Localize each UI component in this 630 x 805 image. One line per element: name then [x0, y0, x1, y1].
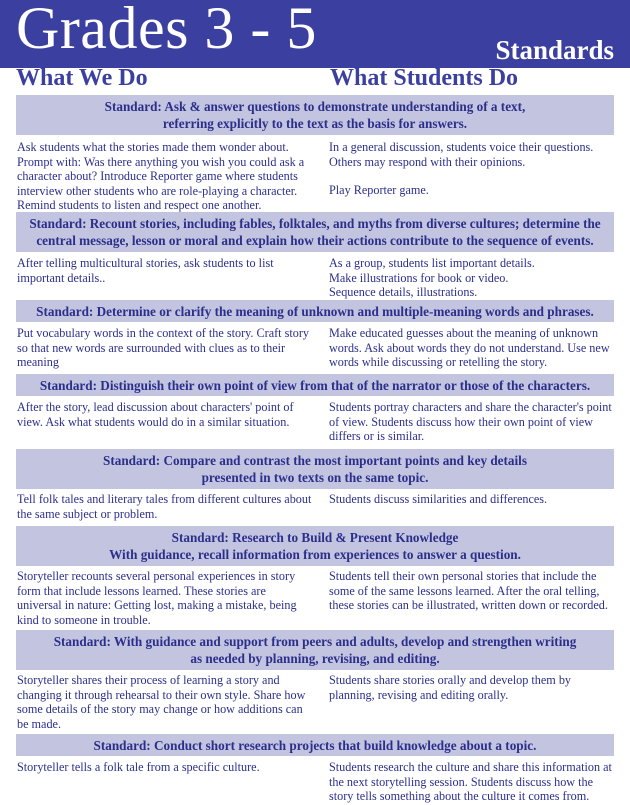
page-header [0, 0, 630, 68]
what-we-do-cell [17, 492, 312, 521]
cell-text: Sequence details, illustrations. [329, 285, 478, 300]
standard-line: Standard: With guidance and support from peers and adults, develop and strengthen writing [53, 634, 577, 649]
cell-text: After the story, lead discussion about characters' point of view. Ask what students would do in a similar situation. [17, 400, 294, 429]
cell-text: Students portray characters and share the character's point of view. Students discuss how their own point of view differs or is similar. [329, 400, 612, 444]
standard-banner [16, 734, 614, 756]
what-students-do-cell [329, 326, 618, 370]
standard-line: central message, lesson or moral and explain how their actions contribute to the sequence of events. [36, 233, 594, 248]
what-we-do-cell [17, 326, 312, 370]
what-we-do-cell [17, 760, 312, 775]
what-we-do-cell [17, 140, 312, 213]
cell-text: Make illustrations for book or video. [329, 270, 509, 285]
page-title: Grades 3 - 5 [16, 0, 317, 61]
what-we-do-cell [17, 256, 312, 285]
standard-line: With guidance, recall information from experiences to answer a question. [109, 547, 521, 562]
cell-text: Ask students what the stories made them wonder about. Prompt with: Was there anything you wish you could ask a character about? Introduce Reporter game where students interview other students who are role-playing a character. Remind students to listen and respect one another. [17, 140, 305, 213]
what-students-do-cell [329, 492, 618, 507]
cell-text: Play Reporter game. [329, 183, 429, 198]
cell-text: Students discuss similarities and differences. [329, 492, 548, 506]
standard-line: Standard: Distinguish their own point of view from that of the narrator or those of the characters. [39, 377, 591, 393]
what-we-do-cell [17, 673, 312, 731]
what-students-do-cell [329, 400, 618, 444]
standard-banner [16, 212, 614, 252]
what-students-do-cell [329, 569, 618, 613]
cell-text: As a group, students list important details. [329, 256, 535, 270]
cell-text: Storyteller tells a folk tale from a specific culture. [17, 760, 260, 774]
standard-banner [16, 300, 614, 322]
standard-banner [16, 95, 614, 135]
standard-line: presented in two texts on the same topic. [201, 470, 429, 485]
cell-text: Put vocabulary words in the context of the story. Craft story so that new words are surrounded with clues as to their meaning [17, 326, 309, 370]
standard-line: Standard: Compare and contrast the most important points and key details [103, 453, 527, 468]
standard-banner [16, 449, 614, 489]
standard-line: Standard: Ask & answer questions to demonstrate understanding of a text, [104, 99, 526, 114]
standard-line: Standard: Recount stories, including fables, folktales, and myths from diverse cultures; determine the [29, 216, 601, 231]
standard-banner [16, 630, 614, 670]
page-subtitle: Standards [495, 35, 614, 65]
cell-text: Tell folk tales and literary tales from different cultures about the same subject or problem. [17, 492, 312, 521]
column-header-what-students-do: What Students Do [330, 65, 519, 91]
cell-text: Students tell their own personal stories that include the some of the same lessons learned. After the oral telling, these stories can be illustrated, written down or recorded. [329, 569, 608, 613]
what-we-do-cell [17, 569, 312, 627]
cell-text: Students research the culture and share this information at the next storytelling session. Students discuss how the story tells something about the culture it comes from. [329, 760, 612, 804]
standard-banner [16, 374, 614, 396]
what-students-do-cell [329, 140, 618, 198]
column-header-what-we-do: What We Do [16, 65, 148, 91]
standard-line: Standard: Conduct short research projects that build knowledge about a topic. [93, 737, 537, 753]
standard-line: referring explicitly to the text as the basis for answers. [162, 116, 468, 131]
cell-text: Make educated guesses about the meaning of unknown words. Ask about words they do not understand. Use new words while discussing or retelling the story. [329, 326, 610, 370]
cell-text: Storyteller shares their process of learning a story and changing it through rehearsal to their own style. Share how some details of the story may change or how additions can be made. [17, 673, 306, 731]
standard-line: Standard: Determine or clarify the meaning of unknown and multiple-meaning words and phrases. [36, 303, 594, 319]
standard-banner [16, 526, 614, 566]
what-students-do-cell [329, 673, 618, 702]
cell-text: After telling multicultural stories, ask students to list important details.. [17, 256, 274, 285]
what-students-do-cell [329, 760, 618, 804]
what-we-do-cell [17, 400, 312, 429]
cell-text: In a general discussion, students voice their questions. Others may respond with their opinions. [329, 140, 594, 169]
cell-text: Storyteller recounts several personal experiences in story form that include lessons learned. These stories are universal in nature: Getting lost, making a mistake, being kind to someone in trouble. [17, 569, 297, 627]
standard-line: Standard: Research to Build & Present Knowledge [171, 530, 459, 545]
standard-line: as needed by planning, revising, and editing. [190, 651, 440, 666]
cell-text: Students share stories orally and develop them by planning, revising and editing orally. [329, 673, 572, 702]
what-students-do-cell [329, 256, 618, 300]
